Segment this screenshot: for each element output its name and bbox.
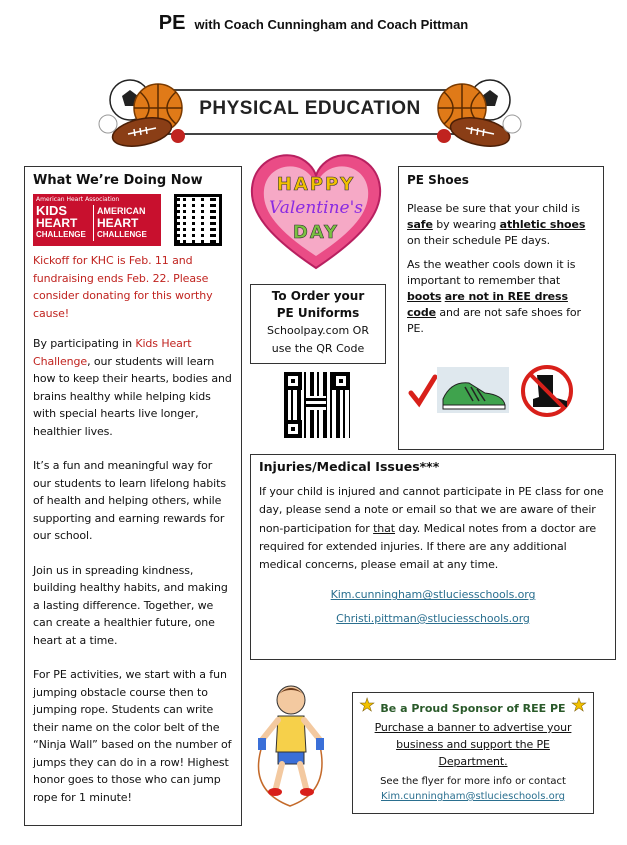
star-icon: ★ xyxy=(359,695,376,716)
checkmark-icon xyxy=(411,377,435,403)
shoes-title: PE Shoes xyxy=(407,173,469,187)
star-icon: ★ xyxy=(570,695,587,716)
fun-meaningful-text: It’s a fun and meaningful way for our students to learn lifelong habits of health and helping others, while supporting and earning rewards for our school. xyxy=(33,459,226,542)
injuries-text: If your child is injured and cannot participate in PE class for one day, please send a note or email so that we are aware of their non-participation for that day. Medical notes from a doctor are required for extended injuries. If there are any additional medical concerns, please email at any time. xyxy=(259,485,604,572)
valentine-happy: HAPPY xyxy=(276,174,356,195)
sponsor-info: See the flyer for more info or contact xyxy=(380,776,566,787)
logo-challenge2: CHALLENGE xyxy=(97,230,147,239)
valentine-heart xyxy=(248,150,384,276)
uniforms-panel xyxy=(250,284,386,364)
header-pe: PE xyxy=(158,12,186,34)
kickoff-text: Kickoff for KHC is Feb. 11 and fundraising ends Feb. 22. Please consider donating for this worthy cause! xyxy=(33,254,213,320)
logo-challenge: CHALLENGE xyxy=(36,230,86,239)
aha-small-text: American Heart Association xyxy=(36,196,120,203)
physical-education-banner xyxy=(96,78,524,148)
logo-heart: HEART xyxy=(36,216,78,230)
aha-logo xyxy=(33,194,161,246)
email-link-pittman[interactable]: Christi.pittman@stluciesschools.org xyxy=(336,611,530,625)
sponsor-email-link[interactable]: Kim.cunningham@stlucieschools.org xyxy=(381,791,565,802)
jump-rope-kid-illustration xyxy=(248,680,334,810)
participation-text: By participating in Kids Heart Challenge, our students will learn how to keep their hearts, bodies and brains healthy while helping kids with special hearts live longer, healthier lives. xyxy=(33,337,232,438)
shoes-images xyxy=(407,363,597,419)
page-header xyxy=(0,12,627,35)
shoes-text-2: As the weather cools down it is important to remember that boots are not in REE dress code and are not safe shoes for PE. xyxy=(407,258,581,335)
sponsor-title-row xyxy=(359,697,587,719)
sponsor-line: Purchase a banner to advertise your business and support the PE Department. xyxy=(374,721,572,768)
uniforms-line-1: Schoolpay.com OR xyxy=(267,324,369,337)
panel-title: What We’re Doing Now xyxy=(33,173,203,188)
sponsor-panel xyxy=(352,692,594,814)
injuries-panel xyxy=(250,454,616,660)
email-link-cunningham[interactable]: Kim.cunningham@stluciesschools.org xyxy=(330,588,536,602)
header-coaches: with Coach Cunningham and Coach Pittman xyxy=(194,17,469,32)
join-us-text: Join us in spreading kindness, building healthy habits, and making a lasting difference. Together, we can create a healthier future, one heart at a time. xyxy=(33,563,228,647)
sponsor-title: Be a Proud Sponsor of REE PE xyxy=(380,702,566,715)
uniforms-line-2: use the QR Code xyxy=(271,342,365,355)
pe-activities-text: For PE activities, we start with a fun jumping obstacle course then to jumping rope. Students can write their name on the color belt of the “Ninja Wall” based on the number of jumps they can do in a row! Highest honor goes to those who can jump rope for 1 minute! xyxy=(33,668,232,804)
what-were-doing-now-panel xyxy=(24,166,242,826)
pe-shoes-panel xyxy=(398,166,604,450)
uniforms-qr-code-icon[interactable] xyxy=(284,372,350,438)
kids-heart-challenge-highlight: Kids Heart Challenge xyxy=(33,337,192,368)
valentine-day: DAY xyxy=(292,222,340,243)
sneaker-icon xyxy=(437,367,509,413)
logo-american: AMERICAN xyxy=(97,206,146,216)
uniforms-title-1: To Order your xyxy=(271,289,365,303)
shoes-text-1: Please be sure that your child is safe by wearing athletic shoes on their schedule PE days. xyxy=(407,202,586,247)
logo-kids: KIDS xyxy=(36,203,68,218)
logo-heart2: HEART xyxy=(97,216,139,230)
uniforms-title-2: PE Uniforms xyxy=(276,306,360,320)
no-boots-icon xyxy=(523,367,571,415)
valentine-valentines: Valentine's xyxy=(269,198,363,218)
banner-title: PHYSICAL EDUCATION xyxy=(199,98,421,119)
khc-qr-code-icon xyxy=(174,194,222,246)
injuries-title: Injuries/Medical Issues*** xyxy=(259,459,440,474)
jump-rope-icon xyxy=(248,680,334,810)
